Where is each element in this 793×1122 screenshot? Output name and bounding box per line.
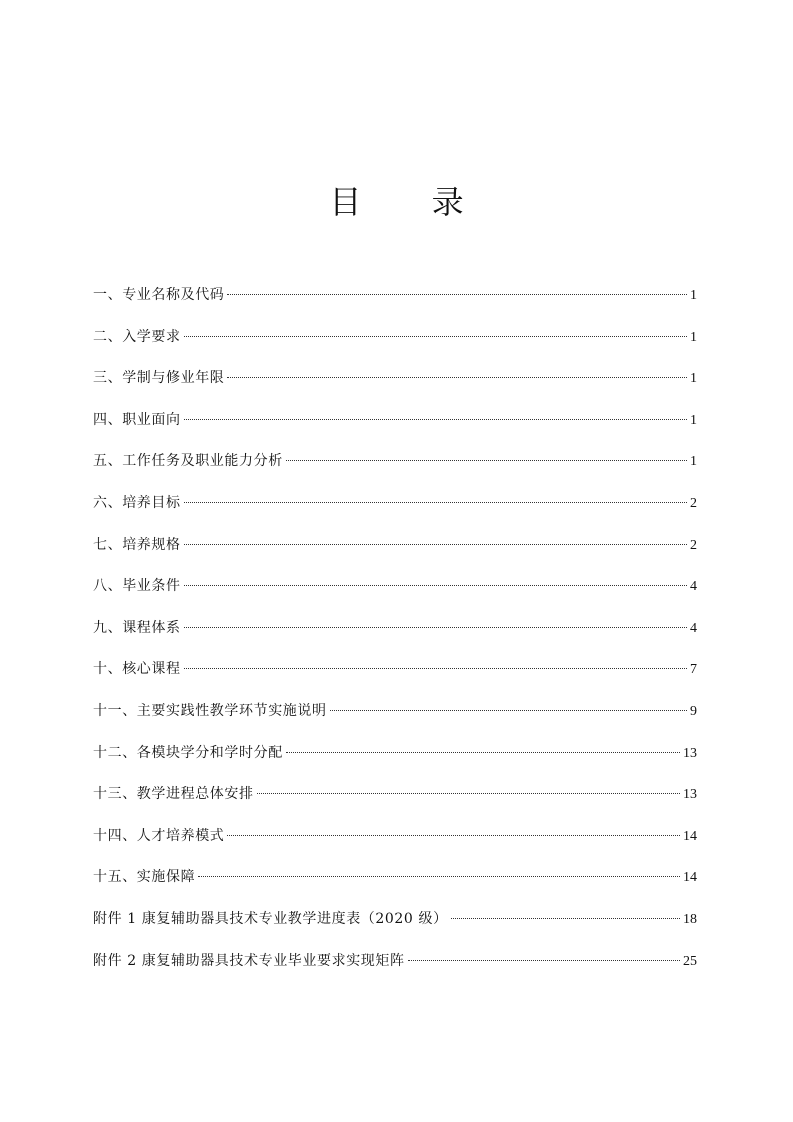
toc-entry-label: 五、工作任务及职业能力分析 [93,453,283,470]
toc-entry[interactable] [93,948,697,990]
toc-entry-page: 2 [690,537,697,553]
toc-entry[interactable] [93,823,697,865]
toc-entry-page: 7 [690,662,697,678]
toc-entry-label: 六、培养目标 [93,494,181,511]
toc-dot-leader [227,294,687,295]
toc-entry[interactable] [93,365,697,407]
toc-dot-leader [184,627,687,628]
toc-dot-leader [257,793,680,794]
toc-entry-page: 1 [690,412,697,428]
toc-entry[interactable] [93,906,697,948]
toc-dot-leader [330,710,687,711]
toc-entry-label: 附件 1 康复辅助器具技术专业教学进度表（2020 级） [93,910,448,927]
toc-entry-label: 四、职业面向 [93,411,181,428]
toc-dot-leader [184,544,687,545]
toc-entry[interactable] [93,490,697,532]
toc-entry[interactable] [93,781,697,823]
toc-dot-leader [408,960,680,961]
toc-entry-page: 13 [683,787,697,803]
toc-entry-label: 十二、各模块学分和学时分配 [93,744,283,761]
toc-entry-label: 二、入学要求 [93,328,181,345]
toc-entry[interactable] [93,532,697,574]
toc-entry-page: 1 [690,454,697,470]
toc-entry-label: 十五、实施保障 [93,869,196,886]
toc-entry[interactable] [93,573,697,615]
toc-entry-label: 十一、主要实践性教学环节实施说明 [93,702,327,719]
toc-dot-leader [286,460,687,461]
toc-dot-leader [184,668,687,669]
toc-entry-page: 9 [690,703,697,719]
toc-entry-page: 1 [690,288,697,303]
toc-entry[interactable] [93,615,697,657]
toc-entry-page: 4 [690,579,697,595]
toc-entry-page: 2 [690,495,697,511]
toc-entry-label: 八、毕业条件 [93,578,181,595]
table-of-contents [93,282,697,989]
toc-entry[interactable] [93,282,697,324]
toc-entry-page: 14 [683,828,697,844]
toc-entry[interactable] [93,698,697,740]
toc-entry-page: 1 [690,329,697,345]
toc-entry-page: 4 [690,620,697,636]
toc-entry[interactable] [93,864,697,906]
toc-entry-label: 七、培养规格 [93,536,181,553]
toc-entry[interactable] [93,656,697,698]
toc-dot-leader [184,502,687,503]
toc-entry-label: 九、课程体系 [93,619,181,636]
toc-entry-page: 18 [683,911,697,927]
toc-dot-leader [184,336,687,337]
toc-entry-page: 1 [690,371,697,387]
toc-entry[interactable] [93,740,697,782]
toc-entry-page: 13 [683,745,697,761]
toc-entry-label: 十三、教学进程总体安排 [93,786,254,803]
toc-entry-label: 附件 2 康复辅助器具技术专业毕业要求实现矩阵 [93,952,405,969]
toc-entry-label: 一、专业名称及代码 [93,287,225,303]
toc-dot-leader [286,752,680,753]
toc-entry-page: 14 [683,870,697,886]
toc-dot-leader [227,835,680,836]
toc-entry[interactable] [93,448,697,490]
toc-entry-label: 十、核心课程 [93,661,181,678]
toc-entry-label: 三、学制与修业年限 [93,370,225,387]
toc-entry-label: 十四、人才培养模式 [93,827,225,844]
toc-dot-leader [227,377,687,378]
toc-entry[interactable] [93,407,697,449]
toc-entry[interactable] [93,324,697,366]
toc-dot-leader [451,918,680,919]
toc-entry-page: 25 [683,953,697,969]
toc-dot-leader [184,585,687,586]
toc-dot-leader [184,419,687,420]
page-title: 目 录 [329,183,494,221]
toc-dot-leader [198,876,680,877]
